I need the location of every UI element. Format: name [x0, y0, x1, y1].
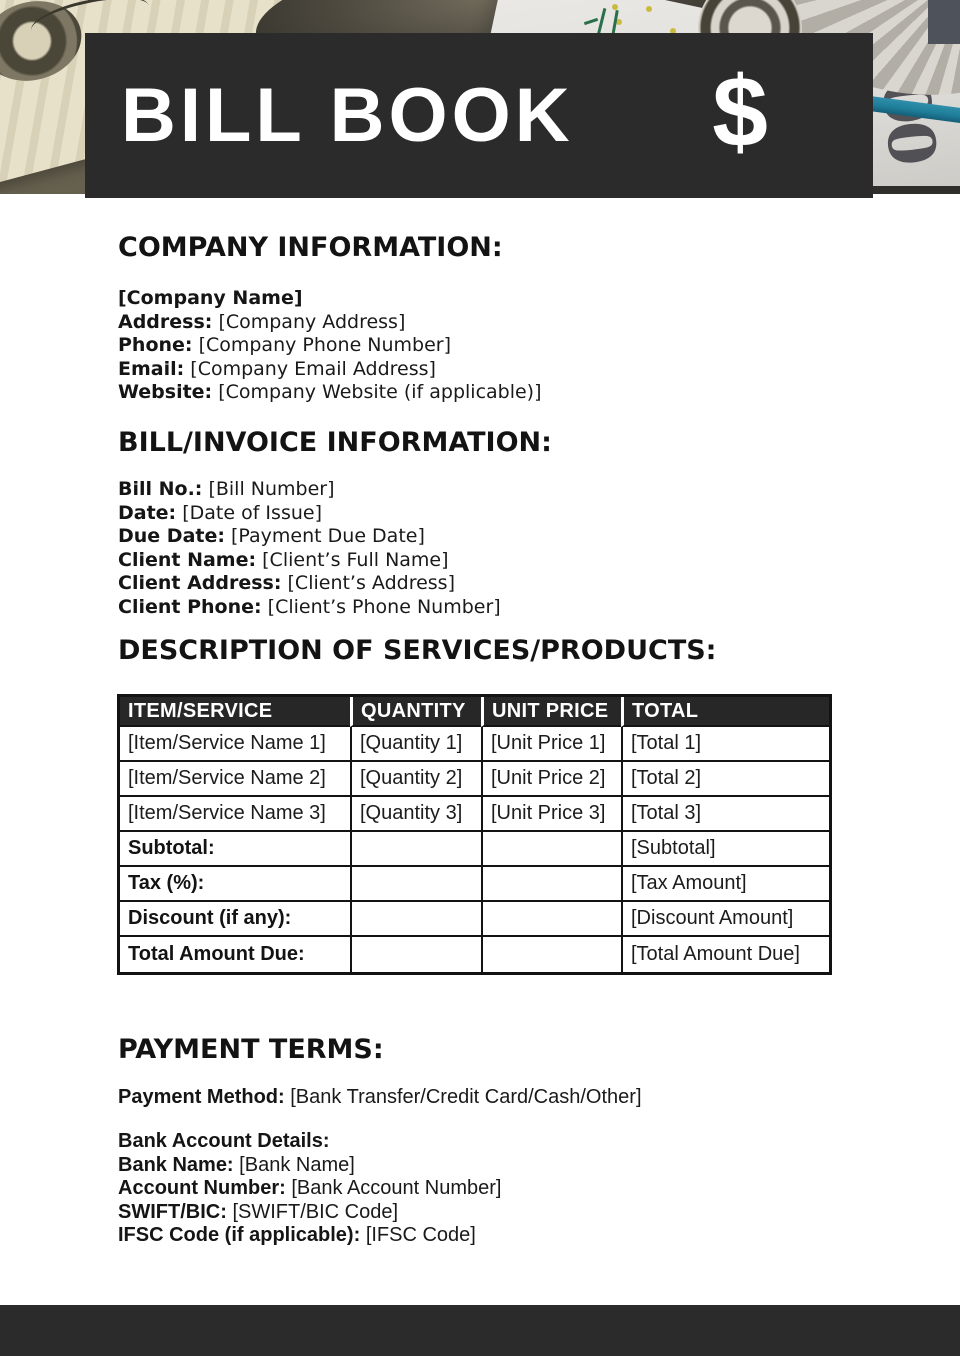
- services-table: [117, 694, 832, 975]
- bill-info-block: [118, 478, 501, 619]
- col-header-total: TOTAL: [621, 697, 829, 727]
- photo-bottom-shadow: [873, 186, 960, 194]
- bill-due-date-line: Due Date: [Payment Due Date]: [118, 525, 425, 547]
- page-title: BILL BOOK: [121, 73, 574, 158]
- col-header-quantity: QUANTITY: [350, 697, 481, 727]
- subtotal-row: Subtotal: [Subtotal]: [120, 832, 829, 867]
- bank-details-heading: Bank Account Details:: [118, 1130, 330, 1152]
- bill-date-line: Date: [Date of Issue]: [118, 501, 322, 524]
- bill-number-line: Bill No.: [Bill Number]: [118, 478, 335, 500]
- tax-row: Tax (%): [Tax Amount]: [120, 867, 829, 902]
- company-name: [Company Name]: [118, 287, 303, 309]
- table-row: [Item/Service Name 1] [Quantity 1] [Unit Price 1] [Total 1]: [120, 727, 829, 762]
- company-name-line: [118, 287, 542, 311]
- client-phone-line: Client Phone: [Client’s Phone Number]: [118, 595, 501, 618]
- swift-bic-line: SWIFT/BIC: [SWIFT/BIC Code]: [118, 1200, 399, 1223]
- company-info-heading: COMPANY INFORMATION:: [118, 232, 503, 263]
- company-email-line: Email: [Company Email Address]: [118, 357, 436, 380]
- footer-bar: [0, 1305, 960, 1356]
- bill-info-heading: BILL/INVOICE INFORMATION:: [118, 427, 552, 458]
- bank-details-block: [118, 1130, 501, 1248]
- col-header-item: ITEM/SERVICE: [120, 697, 350, 727]
- services-heading: DESCRIPTION OF SERVICES/PRODUCTS:: [118, 635, 717, 666]
- bank-name-line: Bank Name: [Bank Name]: [118, 1153, 355, 1176]
- company-info-block: [118, 287, 542, 405]
- dollar-sign-icon: $: [712, 55, 768, 168]
- ifsc-code-line: IFSC Code (if applicable): [IFSC Code]: [118, 1224, 476, 1246]
- total-due-row: Total Amount Due: [Total Amount Due]: [120, 937, 829, 972]
- col-header-unit-price: UNIT PRICE: [481, 697, 621, 727]
- header-banner: [0, 0, 960, 198]
- table-row: [Item/Service Name 3] [Quantity 3] [Unit Price 3] [Total 3]: [120, 797, 829, 832]
- table-row: [Item/Service Name 2] [Quantity 2] [Unit Price 2] [Total 2]: [120, 762, 829, 797]
- company-phone-line: Phone: [Company Phone Number]: [118, 334, 452, 356]
- client-address-line: Client Address: [Client’s Address]: [118, 572, 455, 594]
- dark-corner: [928, 0, 960, 44]
- company-address-line: Address: [Company Address]: [118, 310, 406, 333]
- payment-terms-heading: PAYMENT TERMS:: [118, 1034, 384, 1065]
- discount-row: Discount (if any): [Discount Amount]: [120, 902, 829, 937]
- payment-method-line: Payment Method: [Bank Transfer/Credit Card/Cash/Other]: [118, 1086, 642, 1108]
- table-header-row: [120, 697, 829, 727]
- company-website-line: Website: [Company Website (if applicable)]: [118, 381, 542, 403]
- account-number-line: Account Number: [Bank Account Number]: [118, 1177, 502, 1199]
- yellow-dot: [646, 6, 652, 12]
- client-name-line: Client Name: [Client’s Full Name]: [118, 548, 449, 571]
- title-box: [85, 33, 873, 198]
